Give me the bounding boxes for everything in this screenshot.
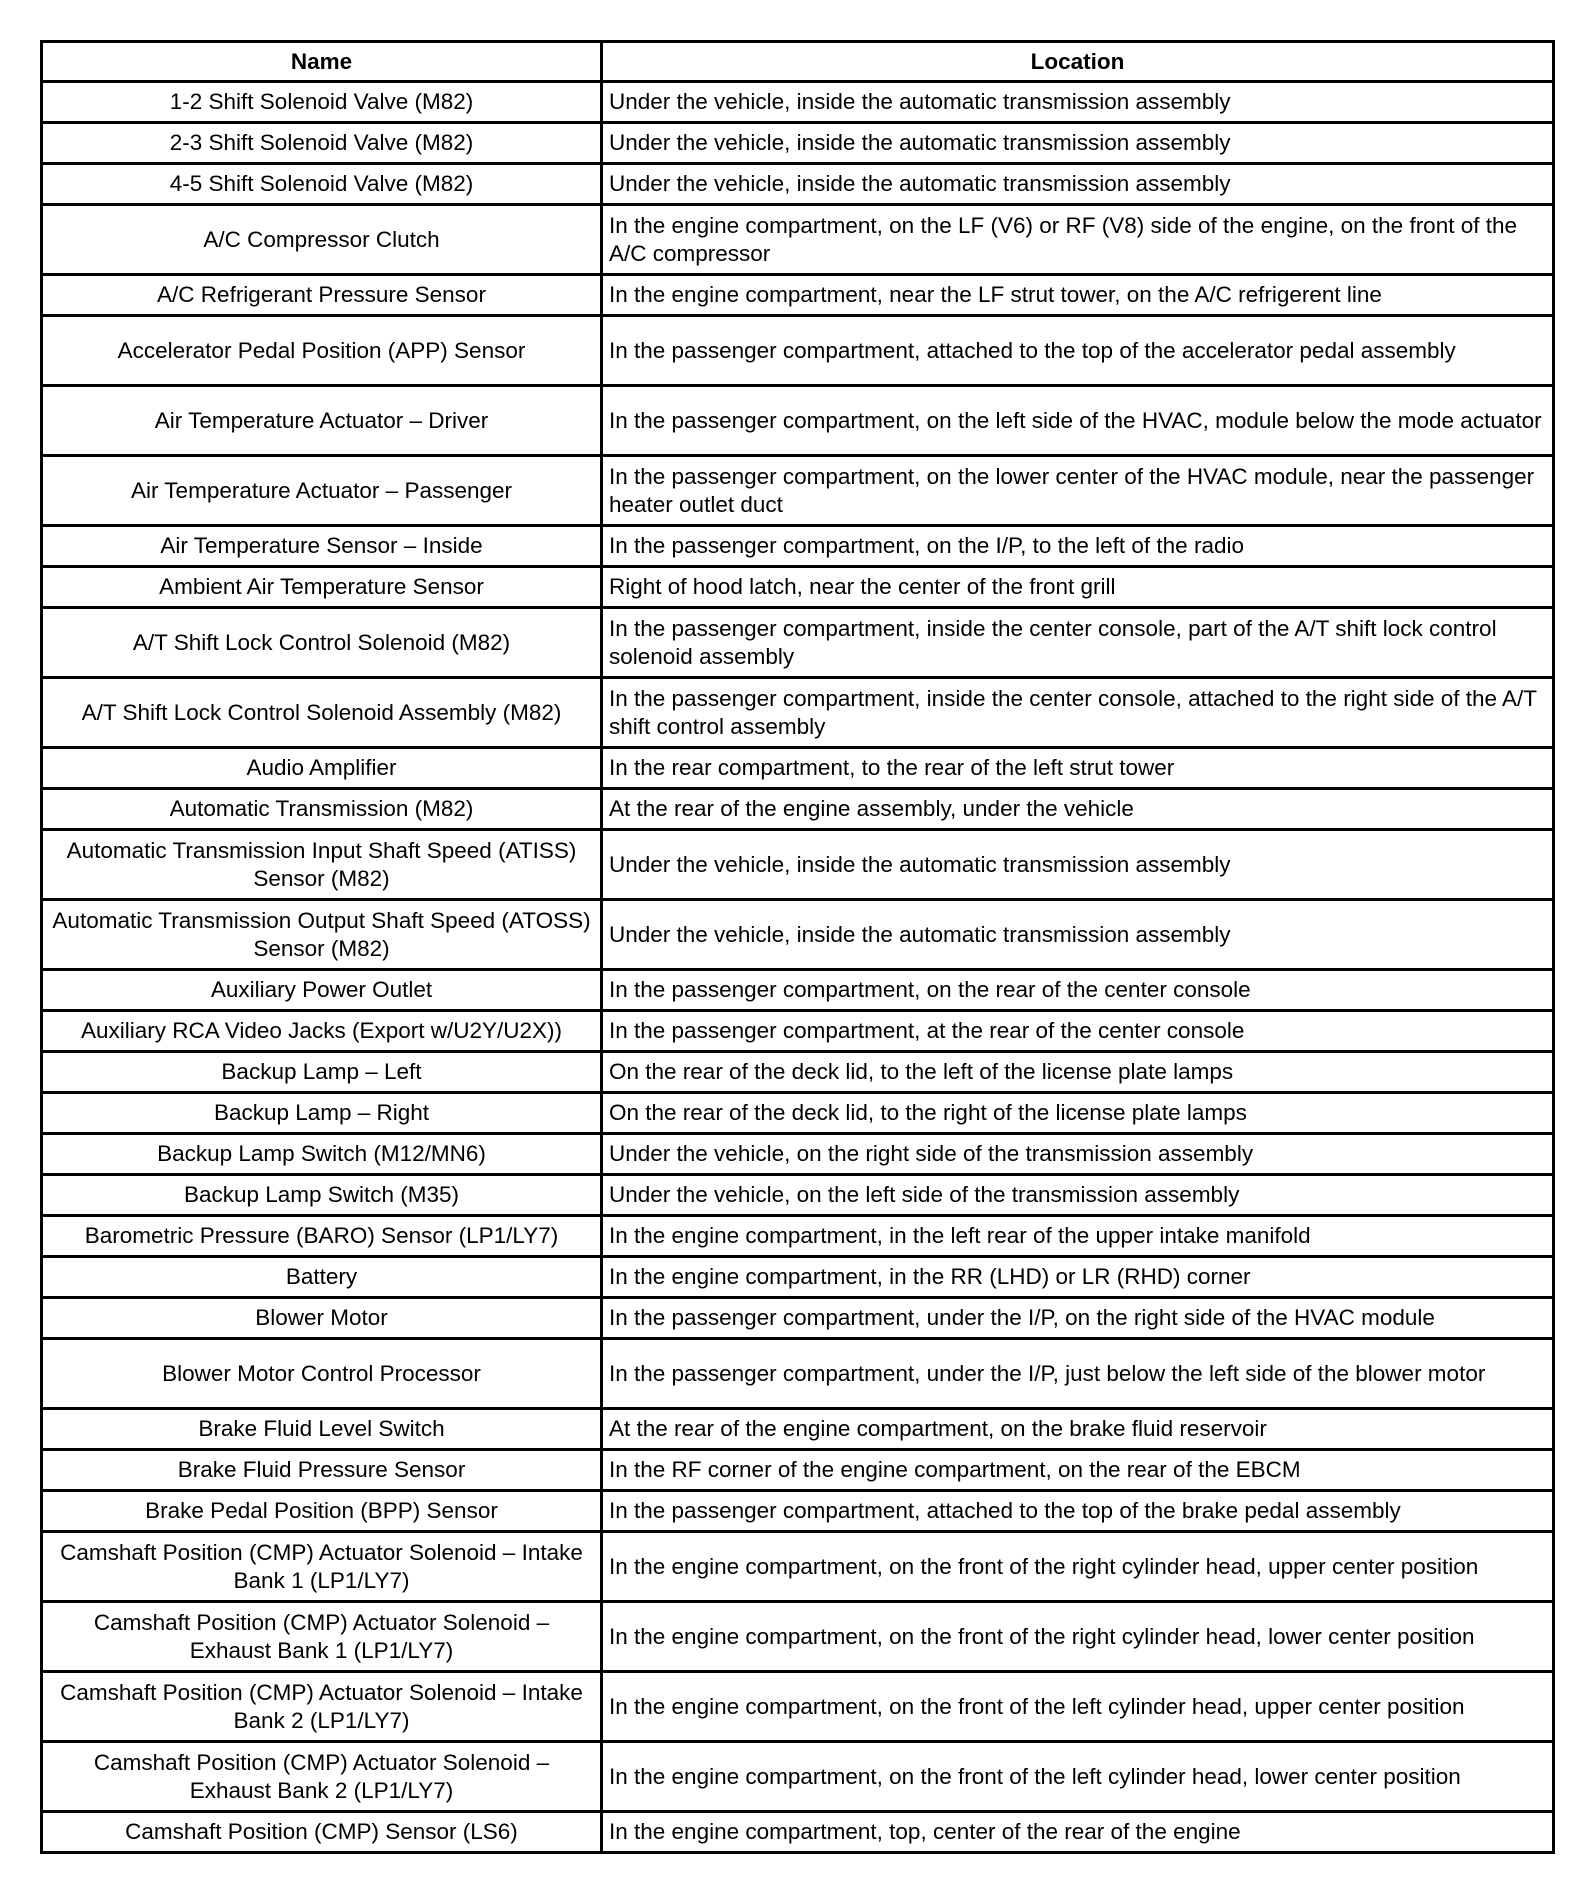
component-location-cell: In the engine compartment, on the LF (V6) or RF (V8) side of the engine, on the front of the A/C compressor	[602, 205, 1554, 275]
table-row	[42, 1450, 1554, 1491]
table-row	[42, 1175, 1554, 1216]
component-location-cell: In the engine compartment, near the LF strut tower, on the A/C refrigerent line	[602, 275, 1554, 316]
component-location-cell: In the engine compartment, on the front of the right cylinder head, lower center position	[602, 1602, 1554, 1672]
component-location-cell: In the passenger compartment, under the I/P, just below the left side of the blower motor	[602, 1339, 1554, 1409]
component-location-cell: At the rear of the engine compartment, on the brake fluid reservoir	[602, 1409, 1554, 1450]
component-name-cell: Camshaft Position (CMP) Sensor (LS6)	[42, 1812, 602, 1853]
table-row	[42, 567, 1554, 608]
component-name-cell: Automatic Transmission Output Shaft Speed (ATOSS) Sensor (M82)	[42, 900, 602, 970]
table-row	[42, 900, 1554, 970]
table-row	[42, 1134, 1554, 1175]
table-row	[42, 275, 1554, 316]
component-location-cell: Under the vehicle, on the left side of the transmission assembly	[602, 1175, 1554, 1216]
component-name-cell: Brake Fluid Pressure Sensor	[42, 1450, 602, 1491]
component-name-cell: 2-3 Shift Solenoid Valve (M82)	[42, 123, 602, 164]
component-location-cell: In the passenger compartment, on the left side of the HVAC, module below the mode actuator	[602, 386, 1554, 456]
component-name-cell: Air Temperature Actuator – Driver	[42, 386, 602, 456]
component-name-cell: Barometric Pressure (BARO) Sensor (LP1/LY7)	[42, 1216, 602, 1257]
component-name-cell: 1-2 Shift Solenoid Valve (M82)	[42, 82, 602, 123]
component-location-cell: Under the vehicle, inside the automatic transmission assembly	[602, 82, 1554, 123]
component-name-cell: A/T Shift Lock Control Solenoid (M82)	[42, 608, 602, 678]
component-location-cell: Under the vehicle, inside the automatic transmission assembly	[602, 164, 1554, 205]
component-name-cell: Air Temperature Sensor – Inside	[42, 526, 602, 567]
component-location-cell: At the rear of the engine assembly, under the vehicle	[602, 789, 1554, 830]
component-location-cell: In the passenger compartment, attached to the top of the brake pedal assembly	[602, 1491, 1554, 1532]
component-location-cell: In the RF corner of the engine compartment, on the rear of the EBCM	[602, 1450, 1554, 1491]
component-name-cell: Automatic Transmission Input Shaft Speed (ATISS) Sensor (M82)	[42, 830, 602, 900]
table-row	[42, 830, 1554, 900]
table-row	[42, 1216, 1554, 1257]
component-location-cell: On the rear of the deck lid, to the left of the license plate lamps	[602, 1052, 1554, 1093]
table-row	[42, 82, 1554, 123]
component-location-cell: In the passenger compartment, on the I/P, to the left of the radio	[602, 526, 1554, 567]
table-row	[42, 970, 1554, 1011]
component-name-cell: Auxiliary Power Outlet	[42, 970, 602, 1011]
component-location-cell: Under the vehicle, on the right side of the transmission assembly	[602, 1134, 1554, 1175]
component-location-cell: In the passenger compartment, inside the center console, attached to the right side of the A/T shift control assembly	[602, 678, 1554, 748]
component-location-cell: In the passenger compartment, on the rear of the center console	[602, 970, 1554, 1011]
component-name-cell: Backup Lamp – Right	[42, 1093, 602, 1134]
component-location-cell: In the engine compartment, in the left rear of the upper intake manifold	[602, 1216, 1554, 1257]
component-location-cell: In the engine compartment, on the front of the left cylinder head, upper center position	[602, 1672, 1554, 1742]
table-row	[42, 386, 1554, 456]
component-name-cell: 4-5 Shift Solenoid Valve (M82)	[42, 164, 602, 205]
table-row	[42, 1672, 1554, 1742]
table-row	[42, 1491, 1554, 1532]
component-name-cell: Accelerator Pedal Position (APP) Sensor	[42, 316, 602, 386]
component-name-cell: Brake Pedal Position (BPP) Sensor	[42, 1491, 602, 1532]
table-row	[42, 1409, 1554, 1450]
component-name-cell: Backup Lamp Switch (M35)	[42, 1175, 602, 1216]
component-name-cell: Blower Motor	[42, 1298, 602, 1339]
table-row	[42, 526, 1554, 567]
component-location-cell: In the engine compartment, on the front of the right cylinder head, upper center position	[602, 1532, 1554, 1602]
component-name-cell: A/C Compressor Clutch	[42, 205, 602, 275]
table-row	[42, 123, 1554, 164]
component-location-cell: Under the vehicle, inside the automatic transmission assembly	[602, 830, 1554, 900]
table-row	[42, 1257, 1554, 1298]
component-location-sheet	[40, 40, 1552, 1854]
table-row	[42, 205, 1554, 275]
component-name-cell: Backup Lamp – Left	[42, 1052, 602, 1093]
component-location-cell: Right of hood latch, near the center of the front grill	[602, 567, 1554, 608]
component-location-cell: In the passenger compartment, under the I/P, on the right side of the HVAC module	[602, 1298, 1554, 1339]
component-location-cell: In the passenger compartment, on the lower center of the HVAC module, near the passenger heater outlet duct	[602, 456, 1554, 526]
table-row	[42, 608, 1554, 678]
table-header-row	[42, 42, 1554, 82]
table-row	[42, 678, 1554, 748]
component-name-cell: Audio Amplifier	[42, 748, 602, 789]
table-row	[42, 456, 1554, 526]
location-column-header: Location	[602, 42, 1554, 82]
table-row	[42, 164, 1554, 205]
table-row	[42, 316, 1554, 386]
component-name-cell: Auxiliary RCA Video Jacks (Export w/U2Y/U2X))	[42, 1011, 602, 1052]
component-location-cell: In the passenger compartment, attached to the top of the accelerator pedal assembly	[602, 316, 1554, 386]
component-name-cell: Ambient Air Temperature Sensor	[42, 567, 602, 608]
component-name-cell: Camshaft Position (CMP) Actuator Solenoid – Exhaust Bank 1 (LP1/LY7)	[42, 1602, 602, 1672]
component-location-table	[40, 40, 1555, 1854]
component-location-cell: Under the vehicle, inside the automatic transmission assembly	[602, 123, 1554, 164]
table-row	[42, 1093, 1554, 1134]
table-row	[42, 1011, 1554, 1052]
component-name-cell: Blower Motor Control Processor	[42, 1339, 602, 1409]
table-row	[42, 1532, 1554, 1602]
component-name-cell: A/T Shift Lock Control Solenoid Assembly (M82)	[42, 678, 602, 748]
table-row	[42, 1742, 1554, 1812]
component-name-cell: Automatic Transmission (M82)	[42, 789, 602, 830]
table-row	[42, 748, 1554, 789]
table-row	[42, 1339, 1554, 1409]
table-row	[42, 1812, 1554, 1853]
name-column-header: Name	[42, 42, 602, 82]
component-location-cell: In the rear compartment, to the rear of the left strut tower	[602, 748, 1554, 789]
table-row	[42, 789, 1554, 830]
component-location-cell: On the rear of the deck lid, to the right of the license plate lamps	[602, 1093, 1554, 1134]
component-name-cell: Brake Fluid Level Switch	[42, 1409, 602, 1450]
component-location-cell: In the passenger compartment, at the rear of the center console	[602, 1011, 1554, 1052]
component-name-cell: Backup Lamp Switch (M12/MN6)	[42, 1134, 602, 1175]
component-name-cell: A/C Refrigerant Pressure Sensor	[42, 275, 602, 316]
component-name-cell: Air Temperature Actuator – Passenger	[42, 456, 602, 526]
component-name-cell: Camshaft Position (CMP) Actuator Solenoid – Intake Bank 2 (LP1/LY7)	[42, 1672, 602, 1742]
component-location-cell: Under the vehicle, inside the automatic transmission assembly	[602, 900, 1554, 970]
table-row	[42, 1602, 1554, 1672]
component-location-cell: In the engine compartment, top, center of the rear of the engine	[602, 1812, 1554, 1853]
component-name-cell: Camshaft Position (CMP) Actuator Solenoid – Intake Bank 1 (LP1/LY7)	[42, 1532, 602, 1602]
component-location-cell: In the engine compartment, on the front of the left cylinder head, lower center position	[602, 1742, 1554, 1812]
component-name-cell: Battery	[42, 1257, 602, 1298]
component-name-cell: Camshaft Position (CMP) Actuator Solenoid – Exhaust Bank 2 (LP1/LY7)	[42, 1742, 602, 1812]
table-row	[42, 1052, 1554, 1093]
component-location-cell: In the passenger compartment, inside the center console, part of the A/T shift lock control solenoid assembly	[602, 608, 1554, 678]
component-location-cell: In the engine compartment, in the RR (LHD) or LR (RHD) corner	[602, 1257, 1554, 1298]
table-row	[42, 1298, 1554, 1339]
